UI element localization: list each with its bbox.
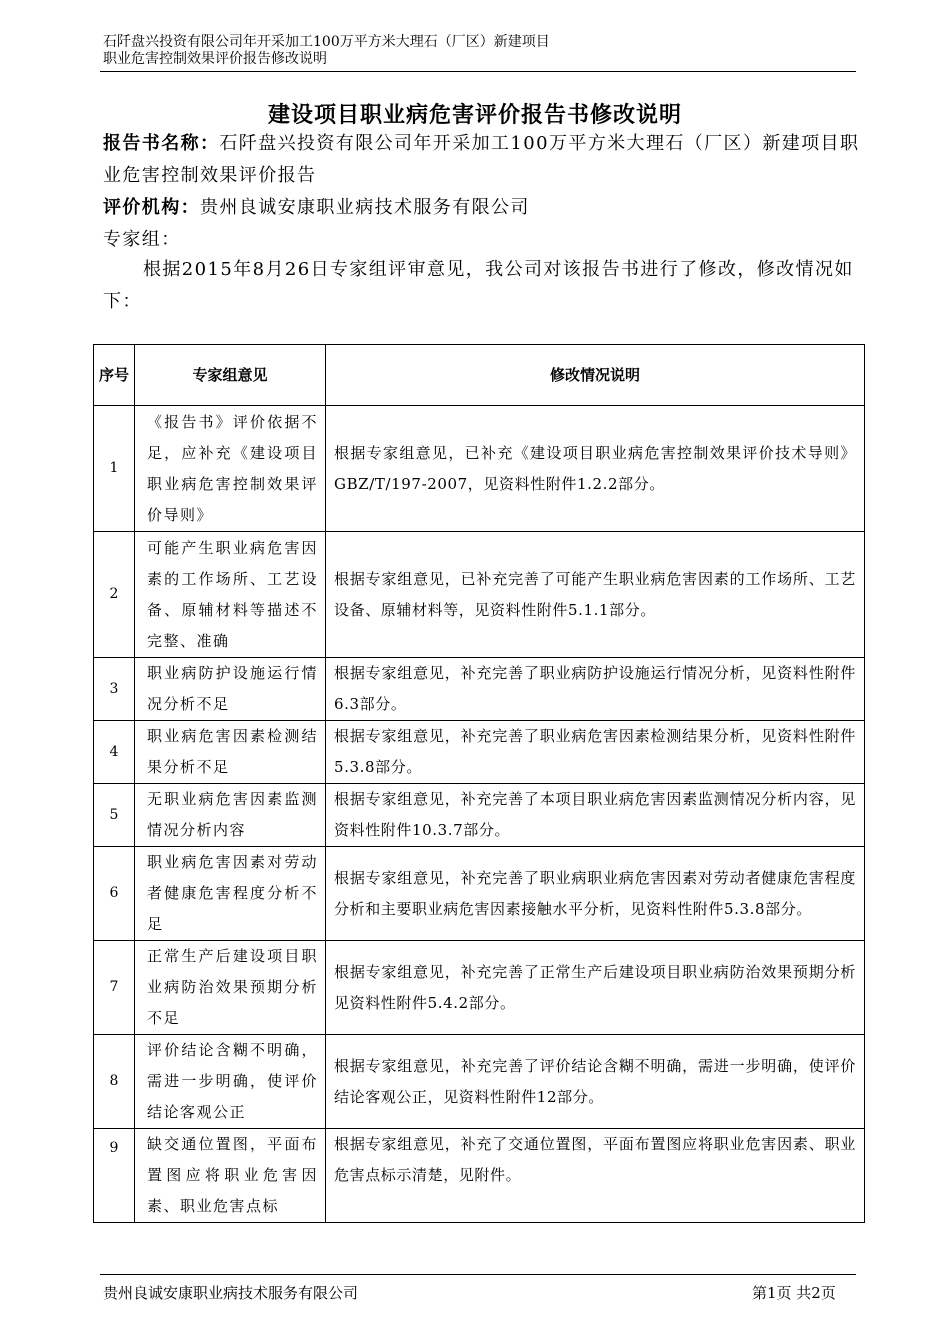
row-no: 7 [94, 941, 135, 1035]
header-no: 序号 [94, 345, 135, 406]
header-line-1: 石阡盘兴投资有限公司年开采加工100万平方米大理石（厂区）新建项目 [103, 34, 550, 50]
header-desc: 修改情况说明 [326, 345, 865, 406]
row-desc: 根据专家组意见，补充完善了职业病防护设施运行情况分析，见资料性附件6.3部分。 [326, 658, 865, 721]
header-line-2: 职业危害控制效果评价报告修改说明 [103, 51, 327, 67]
report-name-paragraph [103, 128, 863, 192]
header-opinion: 专家组意见 [135, 345, 326, 406]
org-paragraph [103, 192, 863, 224]
table-row [94, 1035, 865, 1129]
footer-page-number: 第1页 共2页 [752, 1284, 836, 1302]
greeting: 专家组： [103, 229, 181, 250]
table-row [94, 721, 865, 784]
header-divider [100, 71, 856, 72]
row-opinion: 缺交通位置图，平面布置图应将职业危害因素、职业危害点标 [135, 1129, 326, 1223]
intro-paragraph: 根据2015年8月26日专家组评审意见，我公司对该报告书进行了修改，修改情况如下： [103, 259, 854, 312]
table-row [94, 1129, 865, 1223]
row-no: 9 [94, 1129, 135, 1223]
table-header-row [94, 345, 865, 406]
org-label: 评价机构： [103, 197, 200, 218]
table-row [94, 784, 865, 847]
row-opinion: 正常生产后建设项目职业病防治效果预期分析不足 [135, 941, 326, 1035]
row-desc: 根据专家组意见，补充完善了正常生产后建设项目职业病防治效果预期分析见资料性附件5.4.2部分。 [326, 941, 865, 1035]
row-opinion: 评价结论含糊不明确，需进一步明确，使评价结论客观公正 [135, 1035, 326, 1129]
row-opinion: 可能产生职业病危害因素的工作场所、工艺设备、原辅材料等描述不完整、准确 [135, 532, 326, 658]
row-no: 6 [94, 847, 135, 941]
row-opinion: 职业病危害因素对劳动者健康危害程度分析不足 [135, 847, 326, 941]
row-opinion: 职业病防护设施运行情况分析不足 [135, 658, 326, 721]
row-no: 2 [94, 532, 135, 658]
row-desc: 根据专家组意见，补充完善了职业病职业病危害因素对劳动者健康危害程度分析和主要职业病危害因素接触水平分析，见资料性附件5.3.8部分。 [326, 847, 865, 941]
row-desc: 根据专家组意见，补充完善了职业病危害因素检测结果分析，见资料性附件5.3.8部分。 [326, 721, 865, 784]
row-no: 4 [94, 721, 135, 784]
row-desc: 根据专家组意见，补充完善了本项目职业病危害因素监测情况分析内容，见资料性附件10.3.7部分。 [326, 784, 865, 847]
row-desc: 根据专家组意见，已补充《建设项目职业病危害控制效果评价技术导则》GBZ/T/197-2007，见资料性附件1.2.2部分。 [326, 406, 865, 532]
document-title: 建设项目职业病危害评价报告书修改说明 [267, 103, 682, 128]
table-row [94, 532, 865, 658]
row-opinion: 《报告书》评价依据不足，应补充《建设项目职业病危害控制效果评价导则》 [135, 406, 326, 532]
report-name-value: 石阡盘兴投资有限公司年开采加工100万平方米大理石（厂区）新建项目职业危害控制效果评价报告 [103, 133, 860, 186]
row-desc: 根据专家组意见，补充完善了评价结论含糊不明确，需进一步明确，使评价结论客观公正，见资料性附件12部分。 [326, 1035, 865, 1129]
org-name: 贵州良诚安康职业病技术服务有限公司 [200, 197, 530, 218]
table-row [94, 941, 865, 1035]
revision-table [93, 344, 865, 1223]
report-name-label: 报告书名称： [103, 133, 220, 154]
row-opinion: 无职业病危害因素监测情况分析内容 [135, 784, 326, 847]
table-row [94, 658, 865, 721]
footer-company: 贵州良诚安康职业病技术服务有限公司 [103, 1284, 359, 1302]
row-desc: 根据专家组意见，已补充完善了可能产生职业病危害因素的工作场所、工艺设备、原辅材料等，见资料性附件5.1.1部分。 [326, 532, 865, 658]
footer-divider [100, 1274, 856, 1275]
row-no: 8 [94, 1035, 135, 1129]
page-header [103, 34, 855, 68]
row-no: 1 [94, 406, 135, 532]
row-no: 5 [94, 784, 135, 847]
table-row [94, 406, 865, 532]
row-opinion: 职业病危害因素检测结果分析不足 [135, 721, 326, 784]
row-desc: 根据专家组意见，补充了交通位置图，平面布置图应将职业危害因素、职业危害点标示清楚，见附件。 [326, 1129, 865, 1223]
table-row [94, 847, 865, 941]
row-no: 3 [94, 658, 135, 721]
